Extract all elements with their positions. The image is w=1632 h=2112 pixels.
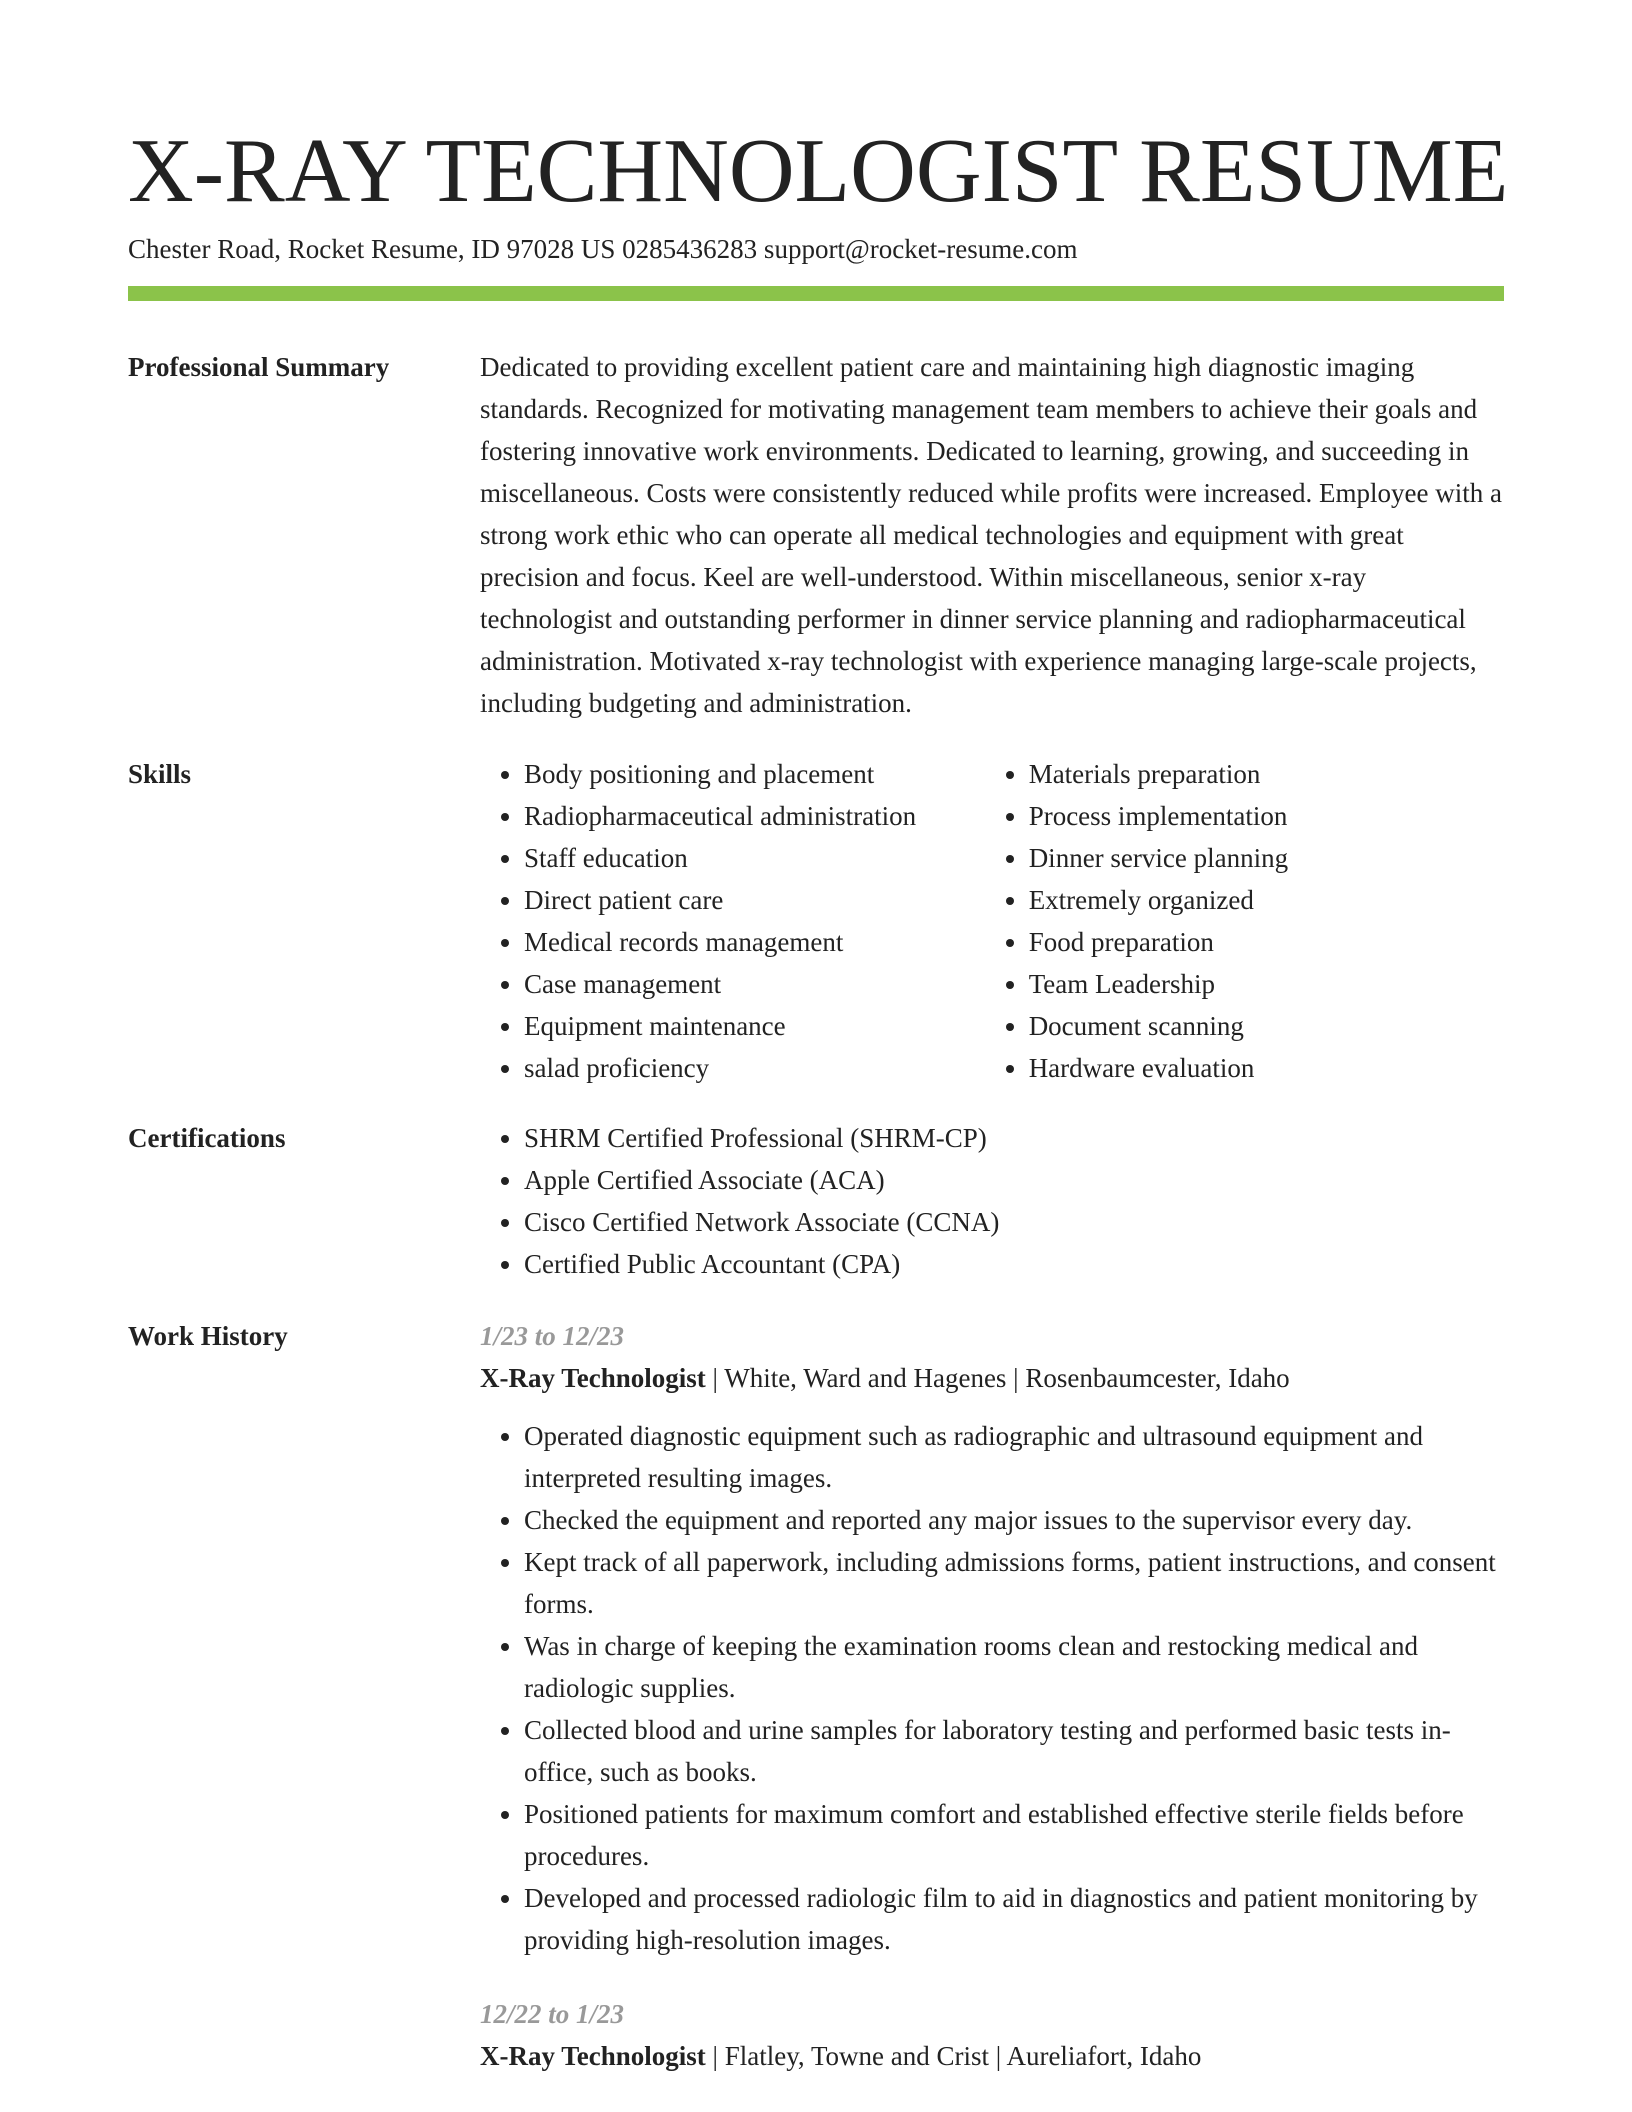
job-duty-item: • Developed and processed radiologic film to aid in diagnostics and patient monitoring by providing high-resolution images. <box>524 1877 1504 1961</box>
skills-list-right <box>985 753 1504 1089</box>
work-history-body <box>480 1315 1504 2093</box>
skill-item: • Staff education <box>524 837 985 879</box>
skill-item: • Hardware evaluation <box>1029 1047 1504 1089</box>
resume-title: X-RAY TECHNOLOGIST RESUME <box>128 120 1509 221</box>
job-details: | Flatley, Towne and Crist | Aureliafort, Idaho <box>705 2041 1202 2071</box>
job-title: X-Ray Technologist <box>480 2041 706 2071</box>
job-duty-item: • Collected blood and urine samples for laboratory testing and performed basic tests in-office, such as books. <box>524 1709 1504 1793</box>
job-entry <box>480 1315 1504 1961</box>
job-duty-item: • Positioned patients for maximum comfort and established effective sterile fields before procedures. <box>524 1793 1504 1877</box>
skill-item: • Radiopharmaceutical administration <box>524 795 985 837</box>
certifications-body <box>480 1117 1504 1285</box>
certification-item: • Apple Certified Associate (ACA) <box>524 1159 1504 1201</box>
job-duty-item: • Kept track of all paperwork, including admissions forms, patient instructions, and consent forms. <box>524 1541 1504 1625</box>
certification-item: • Cisco Certified Network Associate (CCNA) <box>524 1201 1504 1243</box>
contact-line: Chester Road, Rocket Resume, ID 97028 US 0285436283 support@rocket-resume.com <box>128 234 1078 264</box>
job-title: X-Ray Technologist <box>480 1363 706 1393</box>
skill-item: • Document scanning <box>1029 1005 1504 1047</box>
job-details: | White, Ward and Hagenes | Rosenbaumcester, Idaho <box>705 1363 1290 1393</box>
job-heading <box>480 2035 1504 2077</box>
header-divider <box>128 286 1504 301</box>
job-heading <box>480 1357 1504 1399</box>
job-dates: 12/22 to 1/23 <box>480 1999 625 2029</box>
summary-text: Dedicated to providing excellent patient care and maintaining high diagnostic imaging standards. Recognized for motivating management team members to achieve their goals and fostering innovative work environments. Dedicated to learning, growing, and succeeding in miscellaneous. Costs were consistently reduced while profits were increased. Employee with a strong work ethic who can operate all medical technologies and equipment with great precision and focus. Keel are well-understood. Within miscellaneous, senior x-ray technologist and outstanding performer in dinner service planning and radiopharmaceutical administration. Motivated x-ray technologist with experience managing large-scale projects, including budgeting and administration. <box>480 352 1502 718</box>
skills-columns <box>480 753 1504 1089</box>
skill-item: • Medical records management <box>524 921 985 963</box>
skill-item: • Materials preparation <box>1029 753 1504 795</box>
skill-item: • Direct patient care <box>524 879 985 921</box>
skill-item: • Team Leadership <box>1029 963 1504 1005</box>
skills-body <box>480 753 1504 1089</box>
skill-item: • salad proficiency <box>524 1047 985 1089</box>
summary-body <box>480 346 1504 724</box>
skill-item: • Case management <box>524 963 985 1005</box>
job-duties-list <box>480 1415 1504 1961</box>
certifications-list <box>480 1117 1504 1285</box>
job-duty-item: • Was in charge of keeping the examination rooms clean and restocking medical and radiologic supplies. <box>524 1625 1504 1709</box>
skill-item: • Dinner service planning <box>1029 837 1504 879</box>
certification-item: • Certified Public Accountant (CPA) <box>524 1243 1504 1285</box>
certification-item: • SHRM Certified Professional (SHRM-CP) <box>524 1117 1504 1159</box>
skill-item: • Food preparation <box>1029 921 1504 963</box>
job-duty-item: • Operated diagnostic equipment such as radiographic and ultrasound equipment and interpreted resulting images. <box>524 1415 1504 1499</box>
job-entry <box>480 1993 1504 2077</box>
skill-item: • Process implementation <box>1029 795 1504 837</box>
skill-item: • Equipment maintenance <box>524 1005 985 1047</box>
job-duty-item: • Checked the equipment and reported any major issues to the supervisor every day. <box>524 1499 1504 1541</box>
skills-list-left <box>480 753 985 1089</box>
certifications-label: Certifications <box>128 1123 286 1153</box>
summary-label: Professional Summary <box>128 352 390 382</box>
skills-label: Skills <box>128 759 192 789</box>
job-dates: 1/23 to 12/23 <box>480 1321 625 1351</box>
skill-item: • Extremely organized <box>1029 879 1504 921</box>
work-history-label: Work History <box>128 1321 288 1351</box>
skill-item: • Body positioning and placement <box>524 753 985 795</box>
